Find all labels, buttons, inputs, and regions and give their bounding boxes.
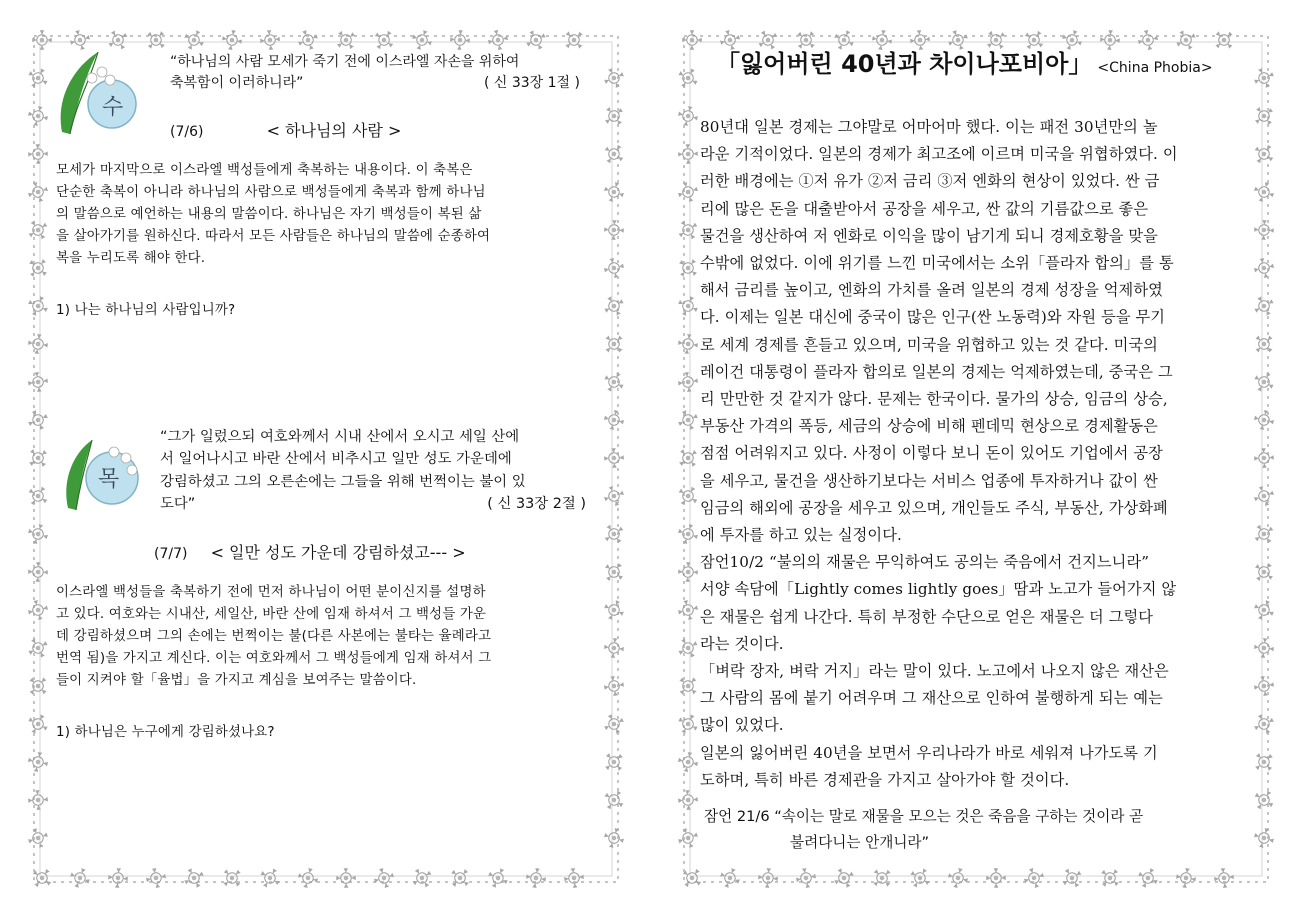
- border-flower-icon: [601, 293, 626, 320]
- border-flower-icon: [1251, 787, 1276, 814]
- column-title: 「잃어버린 40년과 차이나포비아」: [716, 50, 1093, 78]
- devotion-title: < 일만 성도 가운데 강림하셨고--- >: [210, 543, 466, 562]
- border-flower-icon: [1252, 180, 1276, 205]
- reflection-question: 1) 나는 하나님의 사람입니까?: [56, 303, 236, 318]
- border-flower-icon: [1096, 864, 1124, 890]
- right-page: [676, 28, 1276, 890]
- border-flower-icon: [1022, 866, 1046, 890]
- body-line: 80년대 일본 경제는 그야말로 어마어마 했다. 이는 패전 30년만의 놀: [700, 118, 1158, 136]
- border-flower-icon: [410, 28, 435, 52]
- body-line: 라운 기적이었다. 일본의 경제가 최고조에 이르며 미국을 위협하였다. 이: [700, 145, 1178, 164]
- border-flower-icon: [1253, 637, 1275, 659]
- border-flower-icon: [676, 635, 701, 662]
- body-line: 들이 지켜야 할「율법」을 가지고 계심을 보여주는 말씀이다.: [56, 673, 417, 688]
- verse-text: “하나님의 사람 모세가 죽기 전에 이스라엘 자손을 위하여: [170, 54, 520, 70]
- devotion-title: < 하나님의 사람 >: [266, 121, 402, 140]
- verse-text: “그가 일렀으되 여호와께서 시내 산에서 오시고 세일 산에: [160, 429, 520, 445]
- border-flower-icon: [1250, 558, 1276, 585]
- border-flower-icon: [26, 482, 52, 509]
- border-flower-icon: [676, 180, 700, 205]
- border-flower-icon: [221, 29, 244, 52]
- border-flower-icon: [601, 787, 626, 814]
- border-flower-icon: [678, 790, 699, 811]
- border-flower-icon: [601, 597, 626, 623]
- closing-line: 불려다니는 안개니라”: [790, 834, 930, 851]
- body-line: 의 말씀으로 예언하는 내용의 말씀이다. 하나님은 자기 백성들이 복된 삶: [56, 207, 482, 222]
- border-flower-icon: [1059, 865, 1086, 890]
- body-line: 점점 어려워지고 있다. 사정이 이렇다 보니 돈이 있어도 기업에서 공장: [700, 444, 1163, 463]
- body-line: 데 강림하셨으며 그의 손에는 번쩍이는 불(다른 사본에는 불타는 율례라고: [56, 629, 492, 644]
- border-flower-icon: [601, 711, 626, 737]
- border-flower-icon: [602, 180, 626, 205]
- border-flower-icon: [1250, 140, 1276, 167]
- border-flower-icon: [676, 104, 700, 128]
- border-flower-icon: [142, 28, 170, 54]
- body-line: 에 투자를 하고 있는 실정이다.: [700, 526, 902, 545]
- border-flower-icon: [986, 868, 1006, 888]
- devotion-date: (7/6): [170, 124, 204, 140]
- day-badge-label: 목: [98, 467, 120, 492]
- border-flower-icon: [26, 635, 51, 662]
- verse-text: 축복함이 이러하니라”: [170, 75, 304, 91]
- body-line: 복을 누리도록 해야 한다.: [56, 251, 206, 266]
- column-body: [700, 114, 1245, 794]
- border-flower-icon: [372, 866, 396, 890]
- border-flower-icon: [676, 216, 702, 243]
- border-flower-icon: [682, 30, 702, 50]
- border-flower-icon: [676, 254, 702, 281]
- border-flower-icon: [1250, 748, 1276, 776]
- border-flower-icon: [145, 867, 168, 890]
- body-line: 일본의 잃어버린 40년을 보면서 우리나라가 바로 세워져 나가도록 기: [700, 743, 1158, 762]
- border-flower-icon: [757, 867, 778, 888]
- border-flower-icon: [1251, 369, 1276, 396]
- border-flower-icon: [332, 28, 359, 54]
- border-flower-icon: [1252, 484, 1276, 509]
- border-flower-icon: [1251, 711, 1276, 737]
- border-flower-icon: [485, 865, 511, 890]
- border-flower-icon: [677, 371, 699, 393]
- border-flower-icon: [1213, 867, 1235, 889]
- border-flower-icon: [218, 864, 246, 890]
- body-line: 번역 됨)을 가지고 계신다. 이는 여호와께서 그 백성들에게 임재 하셔서 그: [56, 651, 492, 666]
- border-flower-icon: [26, 293, 51, 319]
- border-flower-icon: [450, 30, 471, 51]
- verse-text: 도다”: [160, 496, 196, 513]
- body-line: 모세가 마지막으로 이스라엘 백성들에게 축복하는 내용이다. 이 축복은: [56, 163, 473, 178]
- border-flower-icon: [1254, 448, 1274, 468]
- border-flower-icon: [525, 867, 547, 889]
- thursday-badge: [54, 428, 154, 528]
- border-flower-icon: [1253, 675, 1275, 697]
- left-page: [26, 28, 626, 890]
- column-title-row: [716, 44, 1256, 79]
- border-flower-icon: [26, 407, 51, 433]
- border-flower-icon: [486, 28, 509, 51]
- border-flower-icon: [26, 216, 52, 243]
- body-line: 서양 속담에「Lightly comes lightly goes」땀과 노고가 들어가지 않: [700, 580, 1177, 599]
- border-flower-icon: [26, 711, 51, 737]
- body-line: 다. 이제는 일본 대신에 중국이 많은 인구(싼 노동력)와 자원 등을 무기: [700, 308, 1166, 327]
- border-flower-icon: [259, 29, 280, 50]
- border-flower-icon: [28, 562, 48, 582]
- border-flower-icon: [1250, 102, 1276, 129]
- border-flower-icon: [603, 637, 625, 659]
- body-line: 물건을 생산하여 저 엔화로 이익을 많이 남기게 되니 경제호황을 맞을: [700, 226, 1158, 245]
- border-flower-icon: [26, 750, 49, 773]
- border-flower-icon: [678, 144, 698, 164]
- border-flower-icon: [676, 522, 700, 547]
- verse-block: [170, 52, 610, 94]
- body-line: 부동산 가격의 폭등, 세금의 상승에 비해 펜데믹 현상으로 경제활동은: [700, 417, 1158, 436]
- body-line: 해서 금리를 높이고, 엔화의 가치를 올려 일본의 경제 성장을 억제하였: [700, 281, 1163, 300]
- border-flower-icon: [602, 256, 625, 279]
- border-flower-icon: [26, 180, 50, 205]
- body-line: 로 세계 경제를 흔들고 있으며, 미국을 위협하고 있는 것 같다. 미국의: [700, 335, 1158, 354]
- border-flower-icon: [26, 254, 52, 281]
- border-flower-icon: [678, 864, 705, 890]
- border-flower-icon: [831, 865, 857, 890]
- border-flower-icon: [677, 333, 699, 355]
- border-flower-icon: [676, 293, 701, 319]
- border-flower-icon: [1135, 865, 1161, 890]
- reflection-question: 1) 하나님은 누구에게 강림하셨나요?: [56, 725, 275, 740]
- border-flower-icon: [409, 865, 436, 890]
- devotion-body: [56, 582, 601, 692]
- border-flower-icon: [1252, 826, 1276, 850]
- border-flower-icon: [67, 865, 92, 890]
- body-line: 을 살아가기를 원하신다. 따라서 모든 사람들은 하나님의 말씀에 순종하여: [56, 229, 491, 244]
- day-badge-label: 수: [102, 95, 124, 120]
- closing-line: 잠언 21/6 “속이는 말로 재물을 모으는 것은 죽음을 구하는 것이라 곧: [704, 808, 1144, 825]
- verse-text: 서 일어나시고 바란 산에서 비추시고 일만 성도 가운데에: [160, 451, 512, 468]
- devotion-date: (7/7): [154, 546, 188, 562]
- body-line: 그 사람의 몸에 붙기 어려우며 그 재산으로 인하여 불행하게 되는 예는: [700, 689, 1163, 708]
- border-flower-icon: [26, 826, 50, 851]
- devotion-title-row: [170, 118, 610, 141]
- border-flower-icon: [1251, 597, 1276, 623]
- border-flower-icon: [26, 522, 50, 547]
- body-line: 도하며, 특히 바른 경제관을 가지고 살아가야 할 것이다.: [700, 770, 1070, 789]
- border-flower-icon: [26, 444, 52, 471]
- border-flower-icon: [602, 826, 626, 850]
- body-line: 「벼락 장자, 벼락 거지」라는 말이 있다. 노고에서 나오지 않은 재산은: [700, 662, 1169, 681]
- border-flower-icon: [28, 864, 55, 890]
- body-line: 리 만만한 것 같지가 않다. 문제는 한국이다. 물가의 상승, 임금의 상승,: [700, 390, 1168, 409]
- body-line: 고 있다. 여호와는 시내산, 세일산, 바란 산에 임재 하셔서 그 백성들 가운: [56, 607, 487, 622]
- closing-proverb: [704, 804, 1249, 856]
- body-line: 많이 있었다.: [700, 716, 784, 735]
- border-flower-icon: [336, 868, 356, 888]
- border-flower-icon: [370, 28, 397, 54]
- border-flower-icon: [296, 866, 320, 890]
- border-flower-icon: [1250, 520, 1276, 547]
- border-flower-icon: [676, 65, 701, 92]
- border-flower-icon: [907, 865, 934, 890]
- verse-reference: ( 신 33장 1절 ): [483, 75, 580, 91]
- wednesday-badge: [40, 42, 140, 142]
- border-flower-icon: [28, 790, 49, 811]
- body-line: 러한 배경에는 ①저 유가 ②저 금리 ③저 엔화의 현상이 있었다. 싼 금: [700, 172, 1160, 191]
- body-line: 단순한 축복이 아니라 하나님의 사람으로 백성들에게 축복과 함께 하나님: [56, 185, 486, 200]
- border-flower-icon: [1250, 330, 1276, 358]
- border-flower-icon: [676, 711, 701, 737]
- border-flower-icon: [1252, 408, 1275, 431]
- border-flower-icon: [1252, 256, 1275, 279]
- border-flower-icon: [600, 330, 626, 358]
- devotion-title-row: [154, 540, 614, 563]
- border-flower-icon: [600, 140, 626, 167]
- border-flower-icon: [257, 865, 284, 890]
- border-flower-icon: [676, 826, 700, 851]
- border-flower-icon: [678, 562, 698, 582]
- border-flower-icon: [600, 748, 626, 776]
- border-flower-icon: [27, 371, 49, 393]
- border-flower-icon: [181, 865, 207, 890]
- verse-text: 강림하셨고 그의 오른손에는 그들을 위해 번쩍이는 불이 있: [160, 473, 526, 490]
- body-line: 레이건 대통령이 플라자 합의로 일본의 경제는 억제하였는데, 중국은 그: [700, 362, 1173, 381]
- border-flower-icon: [26, 598, 50, 622]
- border-flower-icon: [1175, 867, 1197, 889]
- border-flower-icon: [868, 864, 896, 890]
- border-flower-icon: [107, 867, 128, 888]
- border-flower-icon: [563, 867, 585, 889]
- border-flower-icon: [795, 867, 818, 890]
- border-flower-icon: [676, 672, 702, 700]
- verse-reference: ( 신 33장 2절 ): [487, 496, 586, 513]
- body-line: 을 세우고, 물건을 생산하기보다는 서비스 업종에 투자하거나 값이 싼: [700, 471, 1158, 490]
- border-flower-icon: [295, 28, 320, 53]
- border-flower-icon: [560, 28, 588, 54]
- body-line: 은 재물은 쉽게 나간다. 특히 부정한 수단으로 얻은 재물은 더 그렇다: [700, 607, 1154, 626]
- border-flower-icon: [28, 144, 48, 164]
- border-flower-icon: [1251, 293, 1276, 320]
- border-flower-icon: [676, 444, 702, 471]
- border-flower-icon: [604, 220, 624, 240]
- border-flower-icon: [27, 333, 49, 355]
- border-flower-icon: [717, 865, 742, 890]
- lily-of-the-valley-icon: [40, 42, 140, 142]
- body-line: 이스라엘 백성들을 축복하기 전에 먼저 하나님이 어떤 분이신지를 설명하: [56, 585, 486, 600]
- border-flower-icon: [676, 750, 699, 773]
- border-flower-icon: [603, 675, 625, 697]
- body-line: 임금의 해외에 공장을 세우고 있으며, 개인들도 주식, 부동산, 가상화폐: [700, 498, 1168, 517]
- body-line: 라는 것이다.: [700, 634, 784, 653]
- column-subtitle: <China Phobia>: [1097, 60, 1213, 76]
- border-flower-icon: [26, 672, 52, 700]
- body-line: 잠언10/2 “불의의 재물은 무익하여도 공의는 죽음에서 건지느니라”: [700, 553, 1150, 572]
- border-flower-icon: [446, 864, 474, 890]
- border-flower-icon: [601, 369, 626, 396]
- border-flower-icon: [676, 598, 700, 622]
- body-line: 리에 많은 돈을 대출받아서 공장을 세우고, 싼 값의 기름값으로 좋은: [700, 199, 1149, 218]
- verse-block: [160, 426, 610, 516]
- border-flower-icon: [676, 407, 701, 433]
- devotion-body: [56, 160, 601, 270]
- border-flower-icon: [676, 482, 702, 509]
- body-line: 수밖에 없었다. 이에 위기를 느낀 미국에서는 소위「플라자 합의」를 통: [700, 254, 1174, 273]
- border-flower-icon: [946, 866, 970, 890]
- border-flower-icon: [523, 28, 549, 53]
- border-flower-icon: [1254, 220, 1274, 240]
- border-flower-icon: [181, 28, 207, 53]
